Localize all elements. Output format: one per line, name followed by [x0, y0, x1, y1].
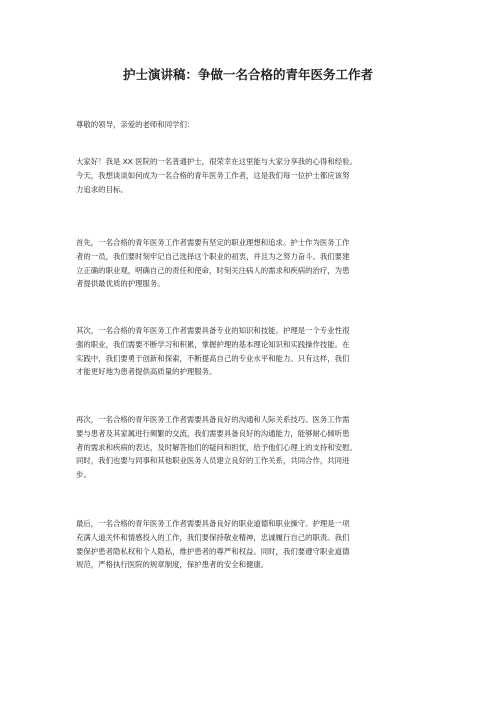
paragraph-line: 充满人道关怀和情感投入的工作，我们要保持敬业精神，忠诚履行自己的职责。我们 — [76, 532, 350, 542]
paragraph-line: 其次，一名合格的青年医务工作者需要具备专业的知识和技能。护理是一个专业性很 — [76, 326, 350, 335]
paragraph-line: 者的一员，我们要时刻牢记自己选择这个职业的初衷，并且为之努力奋斗。我们要建 — [76, 251, 350, 261]
paragraph-line: 今天，我想谈谈如何成为一名合格的青年医务工作者，这是我们每一位护士都应该努 — [76, 170, 350, 180]
paragraph-second — [76, 324, 428, 379]
paragraph-line: 最后，一名合格的青年医务工作者需要具备良好的职业道德和职业操守。护理是一项 — [76, 519, 350, 528]
paragraph-line: 实践中，我们要勇于创新和探索，不断提高自己的专业水平和能力。只有这样，我们 — [76, 353, 350, 363]
paragraph-line: 者的需求和疾病的表达，及时解答他们的疑问和担忧，给予他们心理上的支持和安慰。 — [76, 442, 357, 452]
paragraph-line: 同时，我们也要与同事和其他职业医务人员建立良好的工作关系，共同合作，共同进 — [76, 456, 350, 466]
greeting-line: 尊敬的领导，亲爱的老师和同学们： — [76, 120, 195, 129]
paragraph-line: 力追求的目标。 — [76, 184, 128, 194]
document-title: 护士演讲稿：争做一名合格的青年医务工作者 — [122, 67, 373, 82]
paragraph-line: 要与患者及其家属进行频繁的交流，我们需要具备良好的沟通能力，能够耐心倾听患 — [76, 428, 350, 438]
paragraph-line: 者提供最优质的护理服务。 — [76, 279, 165, 289]
paragraph-line: 步。 — [76, 470, 91, 480]
paragraph-first — [76, 236, 428, 291]
paragraph-intro — [76, 155, 428, 196]
paragraph-third — [76, 413, 428, 482]
paragraph-line: 要保护患者隐私权和个人隐私，维护患者的尊严和权益。同时，我们要遵守职业道德 — [76, 546, 350, 556]
paragraph-line: 再次，一名合格的青年医务工作者需要具备良好的沟通和人际关系技巧。医务工作需 — [76, 415, 350, 424]
paragraph-line: 才能更好地为患者提供高质量的护理服务。 — [76, 367, 217, 377]
paragraph-line: 大家好！我是 XX 医院的一名普通护士，很荣幸在这里能与大家分享我的心得和经验。 — [76, 157, 357, 166]
paragraph-last — [76, 517, 428, 572]
paragraph-line: 规范，严格执行医院的规章制度，保护患者的安全和健康。 — [76, 560, 269, 570]
paragraph-line: 强的职业，我们需要不断学习和积累，掌握护理的基本理论知识和实践操作技能。在 — [76, 339, 350, 349]
paragraph-line: 首先，一名合格的青年医务工作者需要有坚定的职业理想和追求。护士作为医务工作 — [76, 238, 350, 247]
paragraph-line: 立正确的职业观，明确自己的责任和使命，时刻关注病人的需求和疾病的治疗，为患 — [76, 265, 350, 275]
